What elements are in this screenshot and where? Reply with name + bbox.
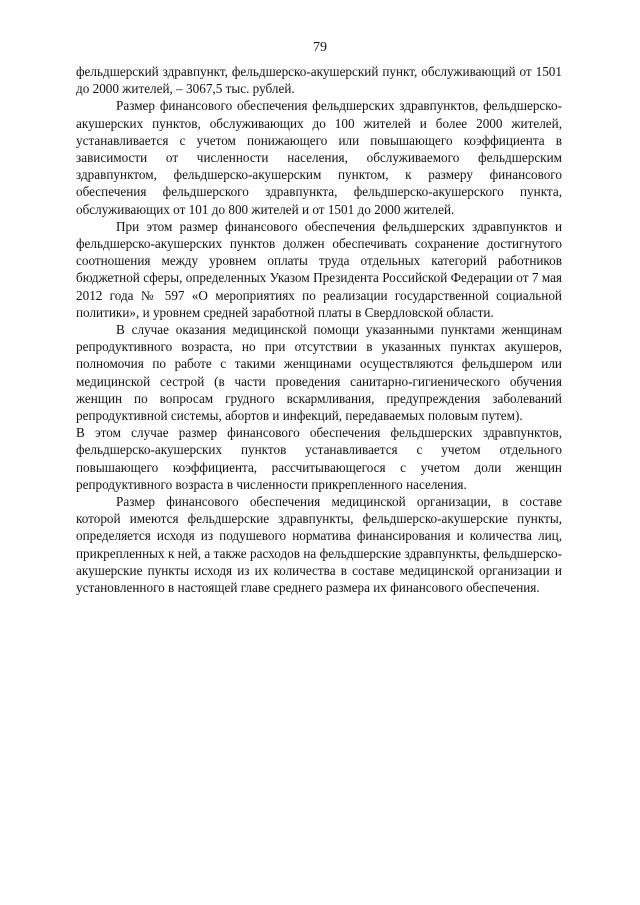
- body-text: [76, 63, 562, 596]
- paragraph-continuation: фельдшерский здравпункт, фельдшерско-акушерский пункт, обслуживающий от 1501 до 2000 жителей, – 3067,5 тыс. рублей.: [76, 64, 562, 97]
- page-number: 79: [313, 40, 327, 55]
- paragraph-organization-financing: Размер финансового обеспечения медицинской организации, в составе которой имеются фельдшерские здравпункты, фельдшерско-акушерские пункты, определяется исходя из подушевого норматива финансирования и количества лиц, прикрепленных к ней, а также расходов на фельдшерские здравпункты, фельдшерско-акушерские пункты исходя из их количества в составе медицинской организации и установленного в настоящей главе среднего размера их финансового обеспечения.: [76, 494, 562, 596]
- paragraph-reproductive-care: В случае оказания медицинской помощи указанными пунктами женщинам репродуктивного возраста, но при отсутствии в указанных пунктах акушеров, полномочия по работе с такими женщинами осуществляются фельдшером или медицинской сестрой (в части проведения санитарно-гигиенического обучения женщин по вопросам грудного вскармливания, предупреждения заболеваний репродуктивной системы, абортов и инфекций, передаваемых половым путем).: [76, 322, 562, 424]
- paragraph-special-coefficient: В этом случае размер финансового обеспечения фельдшерских здравпунктов, фельдшерско-акушерских пунктов устанавливается с учетом отдельного повышающего коэффициента, рассчитывающегося с учетом доли женщин репродуктивного возраста в численности прикрепленного населения.: [76, 425, 562, 492]
- paragraph-financing-coefficient: Размер финансового обеспечения фельдшерских здравпунктов, фельдшерско-акушерских пунктов, обслуживающих до 100 жителей и более 2000 жителей, устанавливается с учетом понижающего или повышающего коэффициента в зависимости от численности населения, обслуживаемого фельдшерским здравпунктом, фельдшерско-акушерским пунктом, к размеру финансового обеспечения фельдшерского здравпункта, фельдшерско-акушерского пункта, обслуживающих от 101 до 800 жителей и от 1501 до 2000 жителей.: [76, 98, 562, 217]
- paragraph-salary-ratio: При этом размер финансового обеспечения фельдшерских здравпунктов и фельдшерско-акушерских пунктов должен обеспечивать сохранение достигнутого соотношения между уровнем оплаты труда отдельных категорий работников бюджетной сферы, определенных Указом Президента Российской Федерации от 7 мая 2012 года № 597 «О мероприятиях по реализации государственной социальной политики», и уровнем средней заработной платы в Свердловской области.: [76, 218, 562, 320]
